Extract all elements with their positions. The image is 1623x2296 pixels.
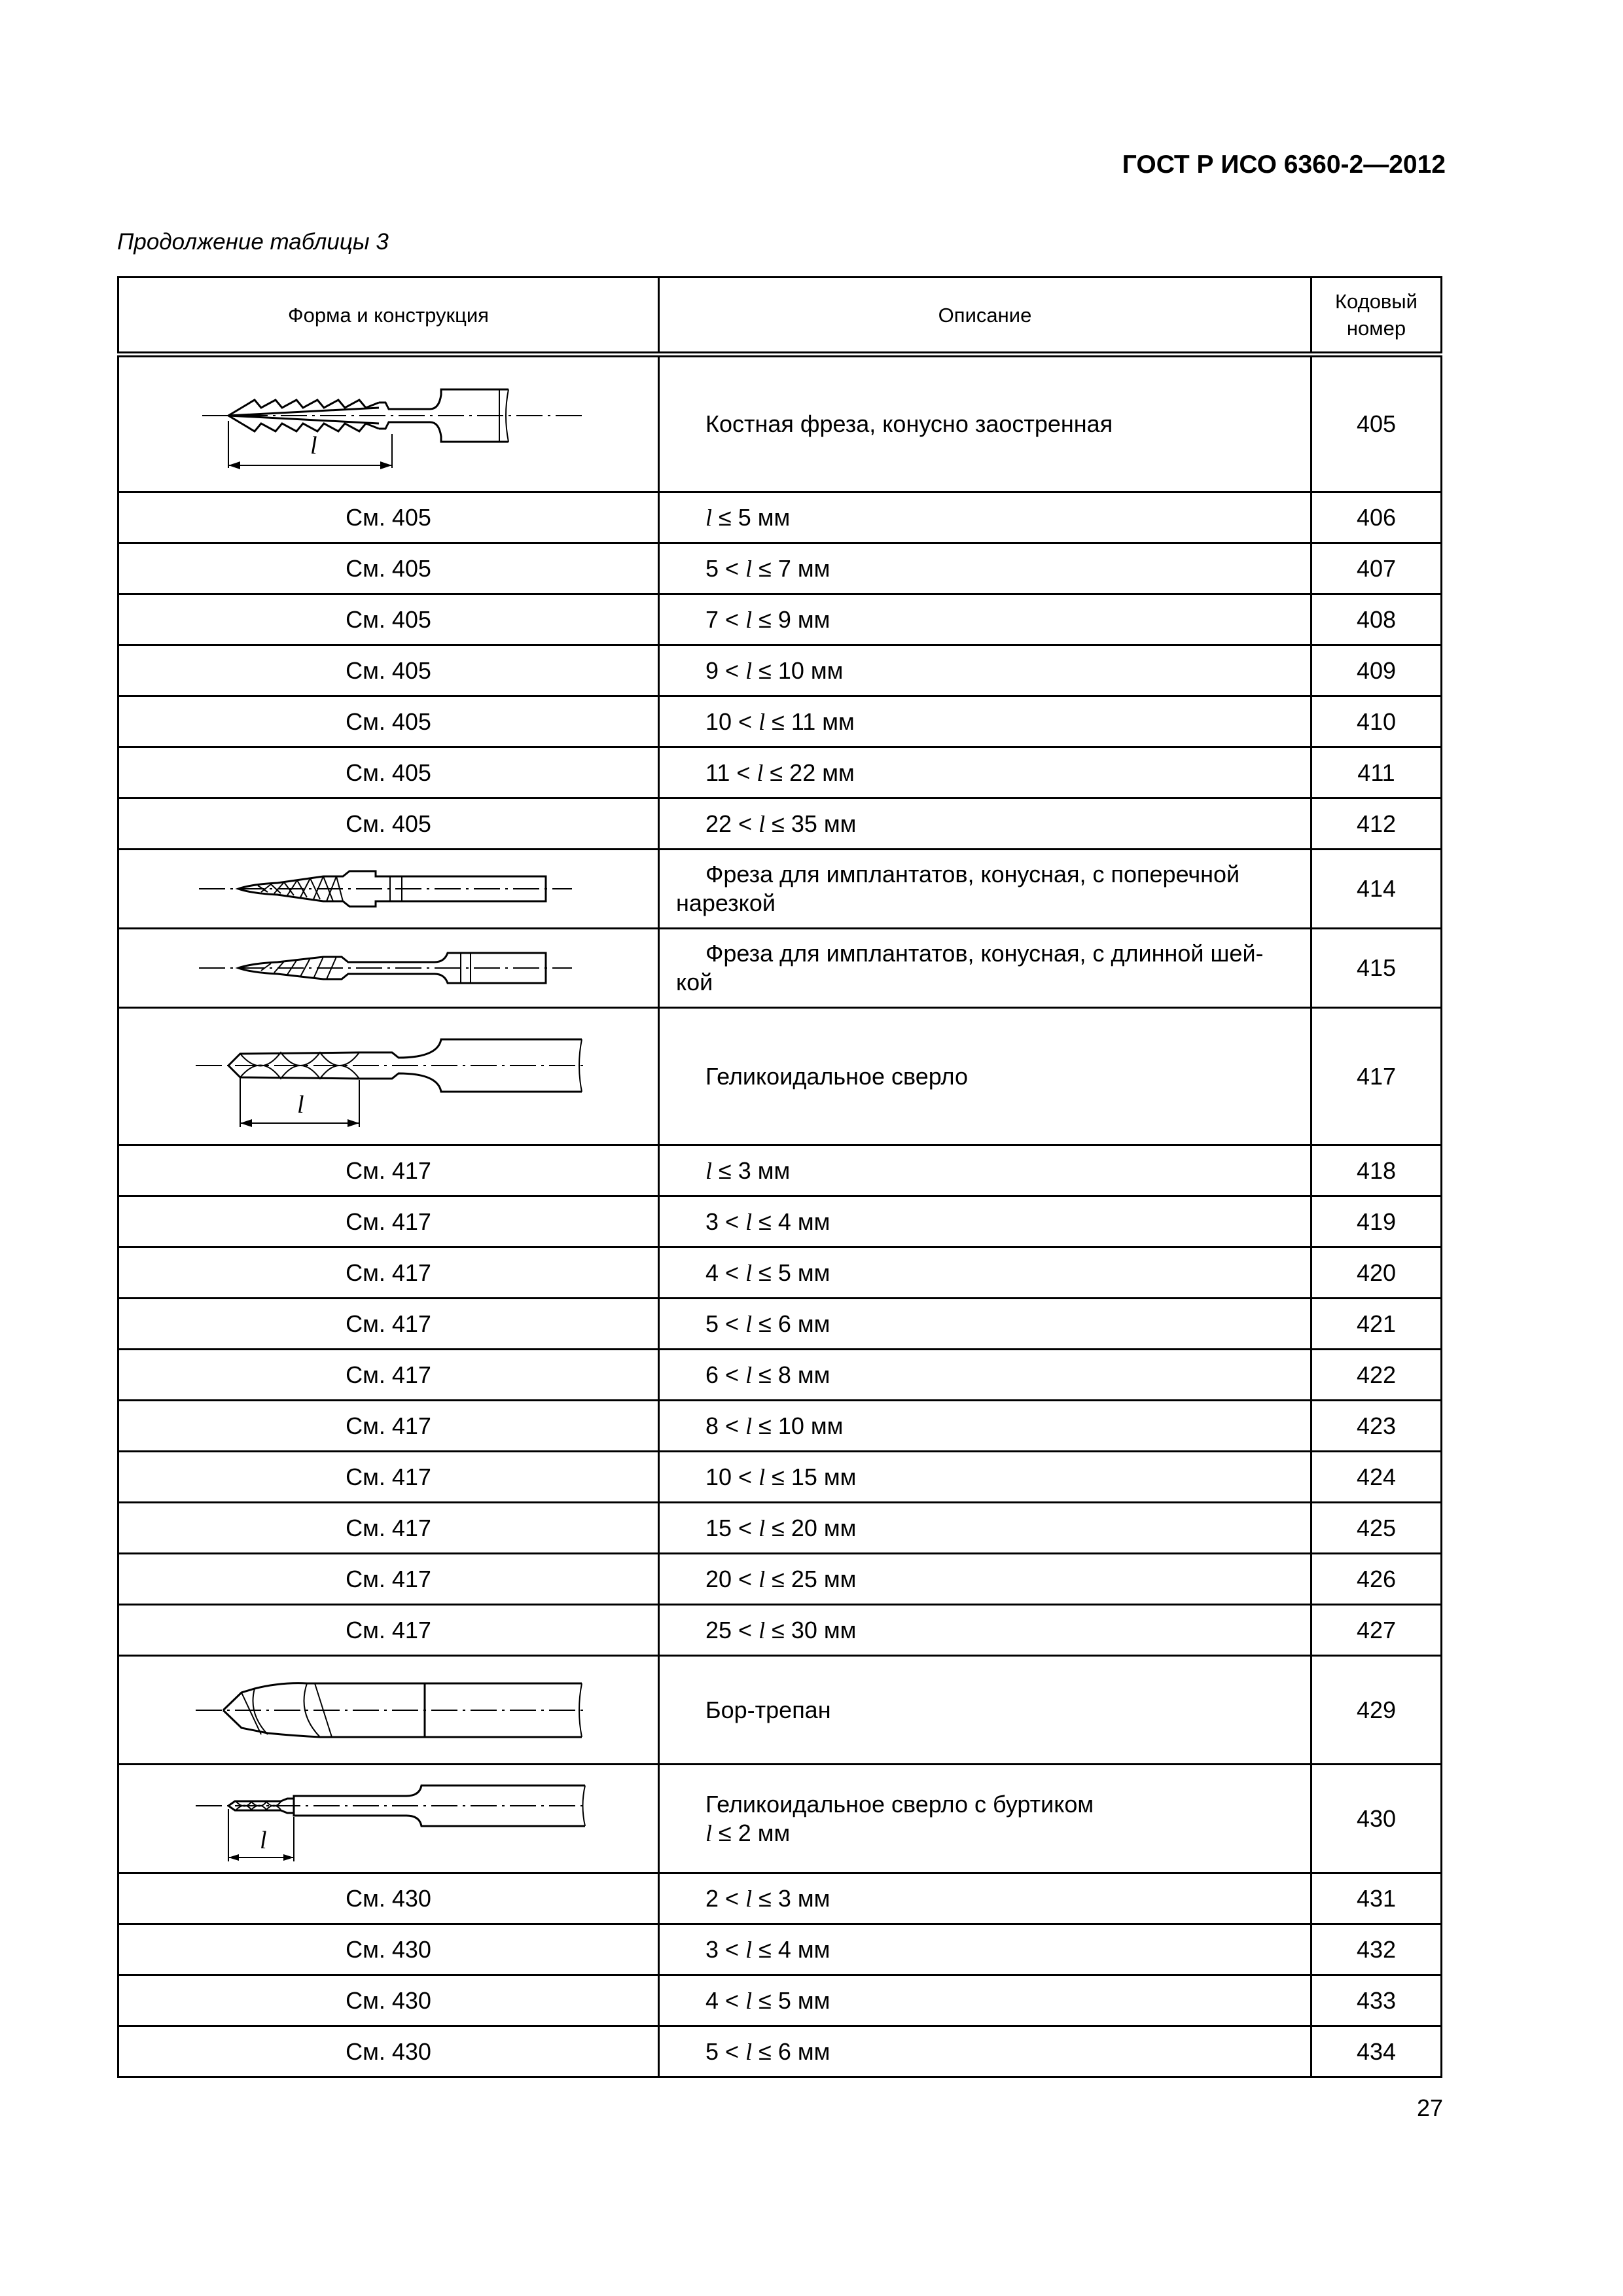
description-line1: Геликоидальное сверло с буртиком: [705, 1790, 1094, 1818]
description-cell: [659, 492, 1311, 543]
range-suffix: ≤ 25 мм: [765, 1565, 857, 1592]
table-row: [118, 1605, 1442, 1656]
code-cell: 415: [1311, 929, 1442, 1008]
table-row: [118, 1452, 1442, 1503]
code-cell: 417: [1311, 1008, 1442, 1145]
range-suffix: ≤ 6 мм: [752, 2037, 830, 2065]
variable-l: l: [757, 759, 764, 786]
table-row: [118, 2026, 1442, 2077]
variable-l: l: [758, 1566, 766, 1592]
table-row: [118, 1401, 1442, 1452]
description-cell: [659, 594, 1311, 645]
range-prefix: 15 <: [705, 1514, 759, 1541]
form-cell: [118, 355, 659, 492]
range-suffix: ≤ 15 мм: [765, 1463, 857, 1490]
variable-l: l: [705, 1157, 713, 1184]
range-suffix: ≤ 22 мм: [763, 759, 855, 786]
description-line2: кой: [676, 969, 713, 996]
implant-cutter-long-neck-drawing: [179, 939, 598, 997]
form-cell: [118, 1008, 659, 1145]
code-cell: 430: [1311, 1765, 1442, 1873]
code-cell: 434: [1311, 2026, 1442, 2077]
range-prefix: 3 <: [705, 1208, 746, 1235]
form-reference: См. 417: [118, 1196, 659, 1247]
range-prefix: 8 <: [705, 1412, 746, 1439]
page-number: 27: [1416, 2094, 1443, 2121]
range-suffix: ≤ 5 мм: [752, 1259, 830, 1286]
form-reference: См. 405: [118, 798, 659, 850]
description-cell: [659, 543, 1311, 594]
table-row: [118, 1656, 1442, 1765]
code-cell: 421: [1311, 1299, 1442, 1350]
description-line2: [676, 1819, 1296, 1848]
variable-l: l: [745, 1936, 753, 1963]
table-row: [118, 1924, 1442, 1975]
variable-l: l: [758, 708, 766, 735]
form-reference: См. 417: [118, 1350, 659, 1401]
table-row: [118, 543, 1442, 594]
range-prefix: 25 <: [705, 1616, 759, 1643]
code-cell: 406: [1311, 492, 1442, 543]
range-suffix: ≤ 3 мм: [752, 1884, 830, 1912]
description-cell: [659, 696, 1311, 747]
description-cell: [659, 645, 1311, 696]
variable-l: l: [745, 606, 753, 633]
table-row: [118, 492, 1442, 543]
variable-l: l: [745, 1987, 753, 2014]
variable-l: l: [745, 1259, 753, 1286]
description-line2: нарезкой: [676, 889, 776, 916]
description-cell: [659, 1008, 1311, 1145]
form-reference: См. 417: [118, 1452, 659, 1503]
variable-l: l: [745, 657, 753, 684]
variable-l: l: [745, 1412, 753, 1439]
form-reference: См. 405: [118, 696, 659, 747]
description-cell: [659, 1196, 1311, 1247]
description-cell: [659, 1975, 1311, 2026]
bone-cutter-tapered-drawing: [163, 362, 615, 486]
form-reference: См. 417: [118, 1401, 659, 1452]
range-suffix: ≤ 30 мм: [765, 1616, 857, 1643]
code-cell: 411: [1311, 747, 1442, 798]
description-cell: [659, 1656, 1311, 1765]
code-cell: 405: [1311, 355, 1442, 492]
range-suffix: ≤ 7 мм: [752, 554, 830, 582]
range-prefix: 7 <: [705, 605, 746, 633]
dimension-label-l: l: [296, 1090, 304, 1119]
description-cell: [659, 1873, 1311, 1924]
range-prefix: 20 <: [705, 1565, 759, 1592]
range-prefix: 5 <: [705, 1310, 746, 1337]
range-prefix: 22 <: [705, 810, 759, 837]
range-suffix: ≤ 3 мм: [712, 1157, 791, 1184]
code-cell: 425: [1311, 1503, 1442, 1554]
form-cell: [118, 850, 659, 929]
code-cell: 427: [1311, 1605, 1442, 1656]
dimension-label-l: l: [310, 432, 317, 459]
range-prefix: 5 <: [705, 2037, 746, 2065]
trephine-bur-drawing: [163, 1661, 615, 1759]
description-line1: Фреза для имплантатов, конусная, с длинной шей-: [705, 940, 1264, 967]
code-cell: 407: [1311, 543, 1442, 594]
range-suffix: ≤ 4 мм: [752, 1208, 830, 1235]
range-suffix: ≤ 8 мм: [752, 1361, 830, 1388]
table-row: [118, 1554, 1442, 1605]
range-prefix: 2 <: [705, 1884, 746, 1912]
form-reference: См. 405: [118, 747, 659, 798]
description-cell: [659, 1605, 1311, 1656]
range-suffix: ≤ 2 мм: [712, 1819, 791, 1846]
table-header-row: [118, 278, 1442, 355]
code-cell: 431: [1311, 1873, 1442, 1924]
form-cell: [118, 1765, 659, 1873]
table-row: [118, 1299, 1442, 1350]
description-cell: [659, 747, 1311, 798]
instrument-code-table: [117, 276, 1442, 2078]
code-cell: 410: [1311, 696, 1442, 747]
description-text: Бор-трепан: [705, 1696, 831, 1723]
table-row: [118, 747, 1442, 798]
code-cell: 433: [1311, 1975, 1442, 2026]
variable-l: l: [745, 2038, 753, 2065]
range-suffix: ≤ 5 мм: [752, 1986, 830, 2014]
table-row: [118, 798, 1442, 850]
range-prefix: 10 <: [705, 708, 759, 735]
code-cell: 423: [1311, 1401, 1442, 1452]
table-row: [118, 1145, 1442, 1196]
table-row: [118, 1873, 1442, 1924]
code-cell: 422: [1311, 1350, 1442, 1401]
form-reference: См. 430: [118, 2026, 659, 2077]
code-cell: 408: [1311, 594, 1442, 645]
range-suffix: ≤ 35 мм: [765, 810, 857, 837]
description-cell: [659, 798, 1311, 850]
description-cell: [659, 355, 1311, 492]
variable-l: l: [745, 1310, 753, 1337]
form-reference: См. 405: [118, 594, 659, 645]
table-row: [118, 1503, 1442, 1554]
description-line1: Фреза для имплантатов, конусная, с поперечной: [705, 861, 1240, 888]
table-row: [118, 1008, 1442, 1145]
variable-l: l: [758, 1463, 766, 1490]
range-prefix: 11 <: [705, 759, 757, 786]
column-header-form: Форма и конструкция: [118, 278, 659, 355]
table-row: [118, 1247, 1442, 1299]
table-row: [118, 1765, 1442, 1873]
table-row: [118, 1196, 1442, 1247]
description-cell: [659, 2026, 1311, 2077]
form-reference: См. 417: [118, 1503, 659, 1554]
implant-cutter-cross-cut-drawing: [179, 859, 598, 918]
description-text: Геликоидальное сверло: [705, 1062, 968, 1090]
code-cell: 426: [1311, 1554, 1442, 1605]
description-cell: [659, 1145, 1311, 1196]
range-prefix: 3 <: [705, 1935, 746, 1963]
description-cell: [659, 1350, 1311, 1401]
form-cell: [118, 929, 659, 1008]
table-row: [118, 355, 1442, 492]
range-suffix: ≤ 11 мм: [765, 708, 855, 735]
range-prefix: 6 <: [705, 1361, 746, 1388]
table-continuation-caption: Продолжение таблицы 3: [117, 229, 389, 255]
table-row: [118, 1975, 1442, 2026]
description-cell: [659, 850, 1311, 929]
code-cell: 414: [1311, 850, 1442, 929]
form-reference: См. 417: [118, 1247, 659, 1299]
range-suffix: ≤ 4 мм: [752, 1935, 830, 1963]
standard-designation: ГОСТ Р ИСО 6360-2—2012: [1122, 151, 1446, 179]
description-cell: [659, 1401, 1311, 1452]
description-cell: [659, 1503, 1311, 1554]
description-cell: [659, 929, 1311, 1008]
form-reference: См. 405: [118, 645, 659, 696]
column-header-code: [1311, 278, 1442, 355]
range-suffix: ≤ 9 мм: [752, 605, 830, 633]
range-prefix: 10 <: [705, 1463, 759, 1490]
variable-l: l: [705, 1820, 713, 1846]
form-reference: См. 430: [118, 1924, 659, 1975]
variable-l: l: [745, 555, 753, 582]
description-cell: [659, 1554, 1311, 1605]
code-cell: 424: [1311, 1452, 1442, 1503]
variable-l: l: [705, 504, 713, 531]
column-header-code-line2: номер: [1346, 317, 1406, 340]
table-row: [118, 696, 1442, 747]
table-row: [118, 594, 1442, 645]
variable-l: l: [758, 1617, 766, 1643]
table-row: [118, 645, 1442, 696]
description-cell: [659, 1247, 1311, 1299]
range-prefix: 4 <: [705, 1259, 746, 1286]
form-cell: [118, 1656, 659, 1765]
range-suffix: ≤ 10 мм: [752, 1412, 844, 1439]
range-suffix: ≤ 5 мм: [712, 503, 791, 531]
code-cell: 429: [1311, 1656, 1442, 1765]
form-reference: См. 417: [118, 1554, 659, 1605]
variable-l: l: [758, 810, 766, 837]
code-cell: 419: [1311, 1196, 1442, 1247]
form-reference: См. 417: [118, 1299, 659, 1350]
column-header-description: Описание: [659, 278, 1311, 355]
form-reference: См. 417: [118, 1605, 659, 1656]
range-suffix: ≤ 20 мм: [765, 1514, 857, 1541]
code-cell: 409: [1311, 645, 1442, 696]
code-cell: 420: [1311, 1247, 1442, 1299]
form-reference: См. 430: [118, 1873, 659, 1924]
description-text: Костная фреза, конусно заостренная: [705, 410, 1113, 437]
description-cell: [659, 1299, 1311, 1350]
table-row: [118, 1350, 1442, 1401]
variable-l: l: [758, 1515, 766, 1541]
range-prefix: 5 <: [705, 554, 746, 582]
description-cell: [659, 1765, 1311, 1873]
variable-l: l: [745, 1208, 753, 1235]
twist-drill-with-collar-drawing: [163, 1770, 615, 1868]
code-cell: 432: [1311, 1924, 1442, 1975]
twist-drill-drawing: [163, 1014, 615, 1139]
range-prefix: 4 <: [705, 1986, 746, 2014]
variable-l: l: [745, 1361, 753, 1388]
column-header-code-line1: Кодовый: [1334, 290, 1418, 313]
code-cell: 418: [1311, 1145, 1442, 1196]
code-cell: 412: [1311, 798, 1442, 850]
description-cell: [659, 1452, 1311, 1503]
range-suffix: ≤ 6 мм: [752, 1310, 830, 1337]
form-reference: См. 405: [118, 492, 659, 543]
form-reference: См. 430: [118, 1975, 659, 2026]
table-row: [118, 929, 1442, 1008]
description-cell: [659, 1924, 1311, 1975]
form-reference: См. 405: [118, 543, 659, 594]
variable-l: l: [745, 1885, 753, 1912]
table-row: [118, 850, 1442, 929]
dimension-label-l: l: [259, 1826, 267, 1854]
range-suffix: ≤ 10 мм: [752, 656, 844, 684]
range-prefix: 9 <: [705, 656, 746, 684]
form-reference: См. 417: [118, 1145, 659, 1196]
